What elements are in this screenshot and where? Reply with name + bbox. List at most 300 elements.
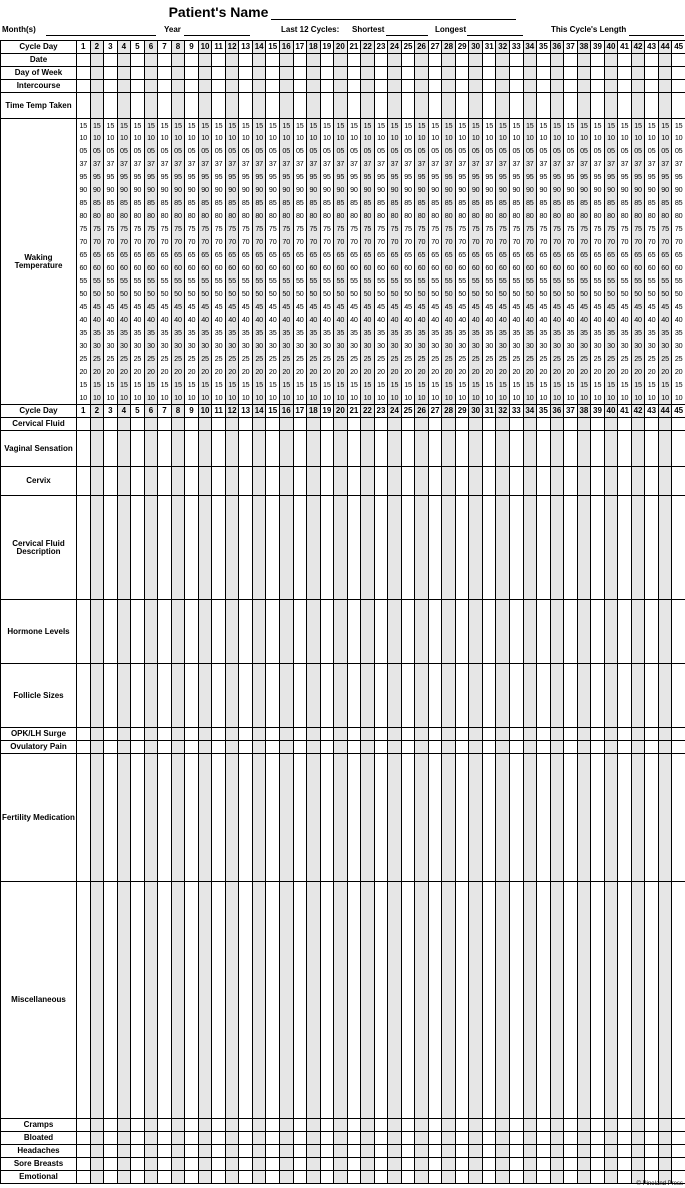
entry-cell[interactable] xyxy=(158,496,172,600)
temperature-value[interactable]: 35 xyxy=(658,327,672,340)
entry-cell[interactable] xyxy=(347,496,361,600)
entry-cell[interactable] xyxy=(496,467,510,496)
entry-cell[interactable] xyxy=(550,882,564,1119)
temperature-value[interactable]: 75 xyxy=(469,223,483,236)
temperature-value[interactable]: 10 xyxy=(307,392,321,405)
temperature-value[interactable]: 45 xyxy=(469,301,483,314)
entry-cell[interactable] xyxy=(428,1145,442,1158)
entry-cell[interactable] xyxy=(266,418,280,431)
temperature-value[interactable]: 85 xyxy=(591,197,605,210)
entry-cell[interactable] xyxy=(672,1119,685,1132)
temperature-value[interactable]: 45 xyxy=(604,301,618,314)
entry-cell[interactable] xyxy=(90,431,104,467)
temperature-value[interactable]: 85 xyxy=(455,197,469,210)
entry-cell[interactable] xyxy=(266,1158,280,1171)
temperature-value[interactable]: 05 xyxy=(564,145,578,158)
entry-cell[interactable] xyxy=(320,741,334,754)
temperature-value[interactable]: 37 xyxy=(185,158,199,171)
entry-cell[interactable] xyxy=(361,754,375,882)
entry-cell[interactable] xyxy=(537,728,551,741)
temperature-value[interactable]: 40 xyxy=(225,314,239,327)
temperature-value[interactable]: 95 xyxy=(320,171,334,184)
entry-cell[interactable] xyxy=(604,67,618,80)
entry-cell[interactable] xyxy=(550,467,564,496)
temperature-value[interactable]: 65 xyxy=(225,249,239,262)
temperature-value[interactable]: 70 xyxy=(658,236,672,249)
entry-cell[interactable] xyxy=(469,467,483,496)
temperature-value[interactable]: 65 xyxy=(401,249,415,262)
entry-cell[interactable] xyxy=(104,418,118,431)
temperature-value[interactable]: 65 xyxy=(90,249,104,262)
entry-cell[interactable] xyxy=(374,467,388,496)
temperature-value[interactable]: 15 xyxy=(239,379,253,392)
temperature-value[interactable]: 55 xyxy=(334,275,348,288)
temperature-value[interactable]: 15 xyxy=(185,119,199,132)
entry-cell[interactable] xyxy=(591,1158,605,1171)
entry-cell[interactable] xyxy=(266,80,280,93)
temperature-value[interactable]: 70 xyxy=(212,236,226,249)
entry-cell[interactable] xyxy=(361,67,375,80)
temperature-value[interactable]: 20 xyxy=(212,366,226,379)
entry-cell[interactable] xyxy=(631,431,645,467)
entry-cell[interactable] xyxy=(158,80,172,93)
temperature-value[interactable]: 25 xyxy=(482,353,496,366)
temperature-value[interactable]: 75 xyxy=(117,223,131,236)
entry-cell[interactable] xyxy=(388,80,402,93)
temperature-value[interactable]: 40 xyxy=(374,314,388,327)
entry-cell[interactable] xyxy=(415,467,429,496)
temperature-value[interactable]: 25 xyxy=(618,353,632,366)
temperature-value[interactable]: 10 xyxy=(496,392,510,405)
temperature-value[interactable]: 37 xyxy=(117,158,131,171)
entry-cell[interactable] xyxy=(144,1132,158,1145)
temperature-value[interactable]: 05 xyxy=(347,145,361,158)
entry-cell[interactable] xyxy=(293,1145,307,1158)
temperature-value[interactable]: 37 xyxy=(658,158,672,171)
entry-cell[interactable] xyxy=(604,1145,618,1158)
temperature-value[interactable]: 50 xyxy=(672,288,685,301)
entry-cell[interactable] xyxy=(523,67,537,80)
temperature-value[interactable]: 30 xyxy=(455,340,469,353)
temperature-value[interactable]: 05 xyxy=(428,145,442,158)
temperature-value[interactable]: 80 xyxy=(482,210,496,223)
temperature-value[interactable]: 05 xyxy=(577,145,591,158)
entry-cell[interactable] xyxy=(361,600,375,664)
temperature-value[interactable]: 15 xyxy=(428,119,442,132)
temperature-value[interactable]: 55 xyxy=(266,275,280,288)
entry-cell[interactable] xyxy=(577,741,591,754)
entry-cell[interactable] xyxy=(510,418,524,431)
temperature-value[interactable]: 60 xyxy=(293,262,307,275)
temperature-value[interactable]: 45 xyxy=(658,301,672,314)
entry-cell[interactable] xyxy=(144,741,158,754)
temperature-value[interactable]: 95 xyxy=(510,171,524,184)
entry-cell[interactable] xyxy=(415,67,429,80)
entry-cell[interactable] xyxy=(415,1171,429,1184)
entry-cell[interactable] xyxy=(77,1171,91,1184)
entry-cell[interactable] xyxy=(415,741,429,754)
entry-cell[interactable] xyxy=(185,754,199,882)
temperature-value[interactable]: 37 xyxy=(239,158,253,171)
temperature-value[interactable]: 70 xyxy=(77,236,91,249)
entry-cell[interactable] xyxy=(591,93,605,119)
temperature-value[interactable]: 05 xyxy=(77,145,91,158)
entry-cell[interactable] xyxy=(591,882,605,1119)
entry-cell[interactable] xyxy=(104,1158,118,1171)
temperature-value[interactable]: 90 xyxy=(104,184,118,197)
entry-cell[interactable] xyxy=(361,496,375,600)
entry-cell[interactable] xyxy=(320,1132,334,1145)
entry-cell[interactable] xyxy=(658,882,672,1119)
temperature-value[interactable]: 90 xyxy=(279,184,293,197)
entry-cell[interactable] xyxy=(334,1171,348,1184)
entry-cell[interactable] xyxy=(455,80,469,93)
entry-cell[interactable] xyxy=(185,418,199,431)
temperature-value[interactable]: 35 xyxy=(577,327,591,340)
entry-cell[interactable] xyxy=(469,600,483,664)
entry-cell[interactable] xyxy=(347,93,361,119)
temperature-value[interactable]: 55 xyxy=(279,275,293,288)
temperature-value[interactable]: 80 xyxy=(117,210,131,223)
entry-cell[interactable] xyxy=(469,1132,483,1145)
entry-cell[interactable] xyxy=(442,728,456,741)
entry-cell[interactable] xyxy=(415,1158,429,1171)
temperature-value[interactable]: 10 xyxy=(185,392,199,405)
entry-cell[interactable] xyxy=(442,754,456,882)
temperature-value[interactable]: 50 xyxy=(537,288,551,301)
temperature-value[interactable]: 37 xyxy=(225,158,239,171)
temperature-value[interactable]: 45 xyxy=(293,301,307,314)
entry-cell[interactable] xyxy=(496,80,510,93)
temperature-value[interactable]: 55 xyxy=(469,275,483,288)
temperature-value[interactable]: 75 xyxy=(279,223,293,236)
entry-cell[interactable] xyxy=(631,496,645,600)
entry-cell[interactable] xyxy=(604,754,618,882)
entry-cell[interactable] xyxy=(77,80,91,93)
temperature-value[interactable]: 10 xyxy=(90,132,104,145)
temperature-value[interactable]: 45 xyxy=(442,301,456,314)
temperature-value[interactable]: 20 xyxy=(618,366,632,379)
temperature-value[interactable]: 95 xyxy=(496,171,510,184)
entry-cell[interactable] xyxy=(158,1171,172,1184)
entry-cell[interactable] xyxy=(212,664,226,728)
temperature-value[interactable]: 80 xyxy=(428,210,442,223)
temperature-value[interactable]: 95 xyxy=(442,171,456,184)
temperature-value[interactable]: 75 xyxy=(510,223,524,236)
temperature-value[interactable]: 37 xyxy=(442,158,456,171)
entry-cell[interactable] xyxy=(225,93,239,119)
entry-cell[interactable] xyxy=(334,467,348,496)
temperature-value[interactable]: 65 xyxy=(618,249,632,262)
entry-cell[interactable] xyxy=(482,1119,496,1132)
temperature-value[interactable]: 85 xyxy=(225,197,239,210)
temperature-value[interactable]: 20 xyxy=(604,366,618,379)
temperature-value[interactable]: 80 xyxy=(158,210,172,223)
entry-cell[interactable] xyxy=(577,467,591,496)
temperature-value[interactable]: 60 xyxy=(225,262,239,275)
temperature-value[interactable]: 55 xyxy=(158,275,172,288)
temperature-value[interactable]: 30 xyxy=(77,340,91,353)
entry-cell[interactable] xyxy=(198,664,212,728)
entry-cell[interactable] xyxy=(442,882,456,1119)
entry-cell[interactable] xyxy=(158,431,172,467)
entry-cell[interactable] xyxy=(361,1119,375,1132)
entry-cell[interactable] xyxy=(658,600,672,664)
temperature-value[interactable]: 15 xyxy=(90,379,104,392)
temperature-value[interactable]: 40 xyxy=(442,314,456,327)
temperature-value[interactable]: 10 xyxy=(347,392,361,405)
temperature-value[interactable]: 80 xyxy=(591,210,605,223)
entry-cell[interactable] xyxy=(104,54,118,67)
temperature-value[interactable]: 20 xyxy=(537,366,551,379)
entry-cell[interactable] xyxy=(131,741,145,754)
entry-cell[interactable] xyxy=(212,418,226,431)
entry-cell[interactable] xyxy=(212,600,226,664)
temperature-value[interactable]: 30 xyxy=(672,340,685,353)
temperature-value[interactable]: 45 xyxy=(307,301,321,314)
temperature-value[interactable]: 80 xyxy=(631,210,645,223)
entry-cell[interactable] xyxy=(618,93,632,119)
temperature-value[interactable]: 70 xyxy=(510,236,524,249)
temperature-value[interactable]: 10 xyxy=(469,392,483,405)
temperature-value[interactable]: 85 xyxy=(415,197,429,210)
temperature-value[interactable]: 50 xyxy=(469,288,483,301)
temperature-value[interactable]: 75 xyxy=(496,223,510,236)
temperature-value[interactable]: 65 xyxy=(293,249,307,262)
temperature-value[interactable]: 37 xyxy=(334,158,348,171)
entry-cell[interactable] xyxy=(293,882,307,1119)
temperature-value[interactable]: 65 xyxy=(388,249,402,262)
entry-cell[interactable] xyxy=(523,496,537,600)
temperature-value[interactable]: 20 xyxy=(591,366,605,379)
temperature-value[interactable]: 25 xyxy=(415,353,429,366)
temperature-value[interactable]: 75 xyxy=(482,223,496,236)
temperature-value[interactable]: 10 xyxy=(577,132,591,145)
temperature-value[interactable]: 60 xyxy=(252,262,266,275)
temperature-value[interactable]: 80 xyxy=(496,210,510,223)
entry-cell[interactable] xyxy=(523,93,537,119)
temperature-value[interactable]: 50 xyxy=(415,288,429,301)
temperature-value[interactable]: 55 xyxy=(225,275,239,288)
temperature-value[interactable]: 40 xyxy=(158,314,172,327)
temperature-value[interactable]: 15 xyxy=(131,379,145,392)
entry-cell[interactable] xyxy=(442,93,456,119)
temperature-value[interactable]: 75 xyxy=(658,223,672,236)
temperature-value[interactable]: 05 xyxy=(469,145,483,158)
temperature-value[interactable]: 65 xyxy=(604,249,618,262)
entry-cell[interactable] xyxy=(117,1158,131,1171)
entry-cell[interactable] xyxy=(631,728,645,741)
entry-cell[interactable] xyxy=(374,728,388,741)
temperature-value[interactable]: 10 xyxy=(455,132,469,145)
temperature-value[interactable]: 10 xyxy=(442,392,456,405)
entry-cell[interactable] xyxy=(117,93,131,119)
entry-cell[interactable] xyxy=(239,1119,253,1132)
entry-cell[interactable] xyxy=(347,882,361,1119)
temperature-value[interactable]: 25 xyxy=(672,353,685,366)
temperature-value[interactable]: 45 xyxy=(347,301,361,314)
temperature-value[interactable]: 35 xyxy=(90,327,104,340)
entry-cell[interactable] xyxy=(618,882,632,1119)
entry-cell[interactable] xyxy=(482,418,496,431)
temperature-value[interactable]: 75 xyxy=(672,223,685,236)
entry-cell[interactable] xyxy=(131,754,145,882)
temperature-value[interactable]: 15 xyxy=(90,119,104,132)
temperature-value[interactable]: 15 xyxy=(496,379,510,392)
temperature-value[interactable]: 60 xyxy=(577,262,591,275)
temperature-value[interactable]: 60 xyxy=(104,262,118,275)
temperature-value[interactable]: 45 xyxy=(455,301,469,314)
entry-cell[interactable] xyxy=(307,600,321,664)
temperature-value[interactable]: 10 xyxy=(77,392,91,405)
temperature-value[interactable]: 15 xyxy=(171,119,185,132)
temperature-value[interactable]: 25 xyxy=(550,353,564,366)
temperature-value[interactable]: 60 xyxy=(428,262,442,275)
entry-cell[interactable] xyxy=(77,1145,91,1158)
entry-cell[interactable] xyxy=(401,431,415,467)
patient-name-field[interactable] xyxy=(271,7,516,20)
entry-cell[interactable] xyxy=(279,600,293,664)
entry-cell[interactable] xyxy=(144,418,158,431)
temperature-value[interactable]: 55 xyxy=(442,275,456,288)
entry-cell[interactable] xyxy=(212,741,226,754)
entry-cell[interactable] xyxy=(428,882,442,1119)
entry-cell[interactable] xyxy=(307,67,321,80)
entry-cell[interactable] xyxy=(104,1145,118,1158)
temperature-value[interactable]: 20 xyxy=(320,366,334,379)
entry-cell[interactable] xyxy=(591,54,605,67)
temperature-value[interactable]: 95 xyxy=(212,171,226,184)
entry-cell[interactable] xyxy=(564,1119,578,1132)
temperature-value[interactable]: 15 xyxy=(279,379,293,392)
entry-cell[interactable] xyxy=(293,496,307,600)
entry-cell[interactable] xyxy=(252,67,266,80)
entry-cell[interactable] xyxy=(198,54,212,67)
entry-cell[interactable] xyxy=(645,54,659,67)
entry-cell[interactable] xyxy=(347,54,361,67)
entry-cell[interactable] xyxy=(401,754,415,882)
entry-cell[interactable] xyxy=(320,600,334,664)
temperature-value[interactable]: 75 xyxy=(591,223,605,236)
entry-cell[interactable] xyxy=(347,67,361,80)
entry-cell[interactable] xyxy=(239,1171,253,1184)
temperature-value[interactable]: 45 xyxy=(252,301,266,314)
entry-cell[interactable] xyxy=(469,67,483,80)
entry-cell[interactable] xyxy=(428,754,442,882)
entry-cell[interactable] xyxy=(455,754,469,882)
entry-cell[interactable] xyxy=(496,1145,510,1158)
entry-cell[interactable] xyxy=(537,93,551,119)
temperature-value[interactable]: 10 xyxy=(104,392,118,405)
entry-cell[interactable] xyxy=(510,431,524,467)
entry-cell[interactable] xyxy=(239,467,253,496)
entry-cell[interactable] xyxy=(279,1171,293,1184)
entry-cell[interactable] xyxy=(469,1171,483,1184)
entry-cell[interactable] xyxy=(252,1145,266,1158)
entry-cell[interactable] xyxy=(564,467,578,496)
temperature-value[interactable]: 45 xyxy=(212,301,226,314)
entry-cell[interactable] xyxy=(645,80,659,93)
entry-cell[interactable] xyxy=(77,741,91,754)
temperature-value[interactable]: 15 xyxy=(523,119,537,132)
temperature-value[interactable]: 20 xyxy=(158,366,172,379)
temperature-value[interactable]: 30 xyxy=(361,340,375,353)
temperature-value[interactable]: 10 xyxy=(564,132,578,145)
temperature-value[interactable]: 85 xyxy=(171,197,185,210)
entry-cell[interactable] xyxy=(631,54,645,67)
entry-cell[interactable] xyxy=(158,418,172,431)
entry-cell[interactable] xyxy=(307,1132,321,1145)
entry-cell[interactable] xyxy=(631,754,645,882)
entry-cell[interactable] xyxy=(645,93,659,119)
temperature-value[interactable]: 25 xyxy=(631,353,645,366)
entry-cell[interactable] xyxy=(455,1119,469,1132)
entry-cell[interactable] xyxy=(104,80,118,93)
temperature-value[interactable]: 20 xyxy=(347,366,361,379)
temperature-value[interactable]: 90 xyxy=(550,184,564,197)
temperature-value[interactable]: 85 xyxy=(90,197,104,210)
temperature-value[interactable]: 40 xyxy=(198,314,212,327)
entry-cell[interactable] xyxy=(469,728,483,741)
entry-cell[interactable] xyxy=(496,431,510,467)
entry-cell[interactable] xyxy=(591,728,605,741)
entry-cell[interactable] xyxy=(537,54,551,67)
entry-cell[interactable] xyxy=(496,664,510,728)
temperature-value[interactable]: 85 xyxy=(604,197,618,210)
temperature-value[interactable]: 25 xyxy=(645,353,659,366)
entry-cell[interactable] xyxy=(482,80,496,93)
entry-cell[interactable] xyxy=(442,67,456,80)
entry-cell[interactable] xyxy=(320,418,334,431)
entry-cell[interactable] xyxy=(117,1119,131,1132)
entry-cell[interactable] xyxy=(171,1119,185,1132)
entry-cell[interactable] xyxy=(388,754,402,882)
temperature-value[interactable]: 60 xyxy=(658,262,672,275)
entry-cell[interactable] xyxy=(415,1132,429,1145)
entry-cell[interactable] xyxy=(631,741,645,754)
entry-cell[interactable] xyxy=(347,431,361,467)
temperature-value[interactable]: 15 xyxy=(361,119,375,132)
temperature-value[interactable]: 80 xyxy=(225,210,239,223)
temperature-value[interactable]: 55 xyxy=(90,275,104,288)
temperature-value[interactable]: 40 xyxy=(144,314,158,327)
entry-cell[interactable] xyxy=(618,54,632,67)
entry-cell[interactable] xyxy=(293,93,307,119)
temperature-value[interactable]: 37 xyxy=(401,158,415,171)
temperature-value[interactable]: 65 xyxy=(672,249,685,262)
entry-cell[interactable] xyxy=(225,882,239,1119)
entry-cell[interactable] xyxy=(225,664,239,728)
temperature-value[interactable]: 30 xyxy=(252,340,266,353)
entry-cell[interactable] xyxy=(455,431,469,467)
entry-cell[interactable] xyxy=(537,1119,551,1132)
temperature-value[interactable]: 05 xyxy=(631,145,645,158)
temperature-value[interactable]: 80 xyxy=(658,210,672,223)
entry-cell[interactable] xyxy=(374,67,388,80)
entry-cell[interactable] xyxy=(144,1145,158,1158)
temperature-value[interactable]: 25 xyxy=(104,353,118,366)
entry-cell[interactable] xyxy=(415,431,429,467)
temperature-value[interactable]: 15 xyxy=(266,119,280,132)
entry-cell[interactable] xyxy=(158,664,172,728)
temperature-value[interactable]: 80 xyxy=(523,210,537,223)
temperature-value[interactable]: 55 xyxy=(618,275,632,288)
temperature-value[interactable]: 10 xyxy=(415,132,429,145)
entry-cell[interactable] xyxy=(496,1119,510,1132)
temperature-value[interactable]: 55 xyxy=(550,275,564,288)
entry-cell[interactable] xyxy=(185,431,199,467)
temperature-value[interactable]: 30 xyxy=(577,340,591,353)
